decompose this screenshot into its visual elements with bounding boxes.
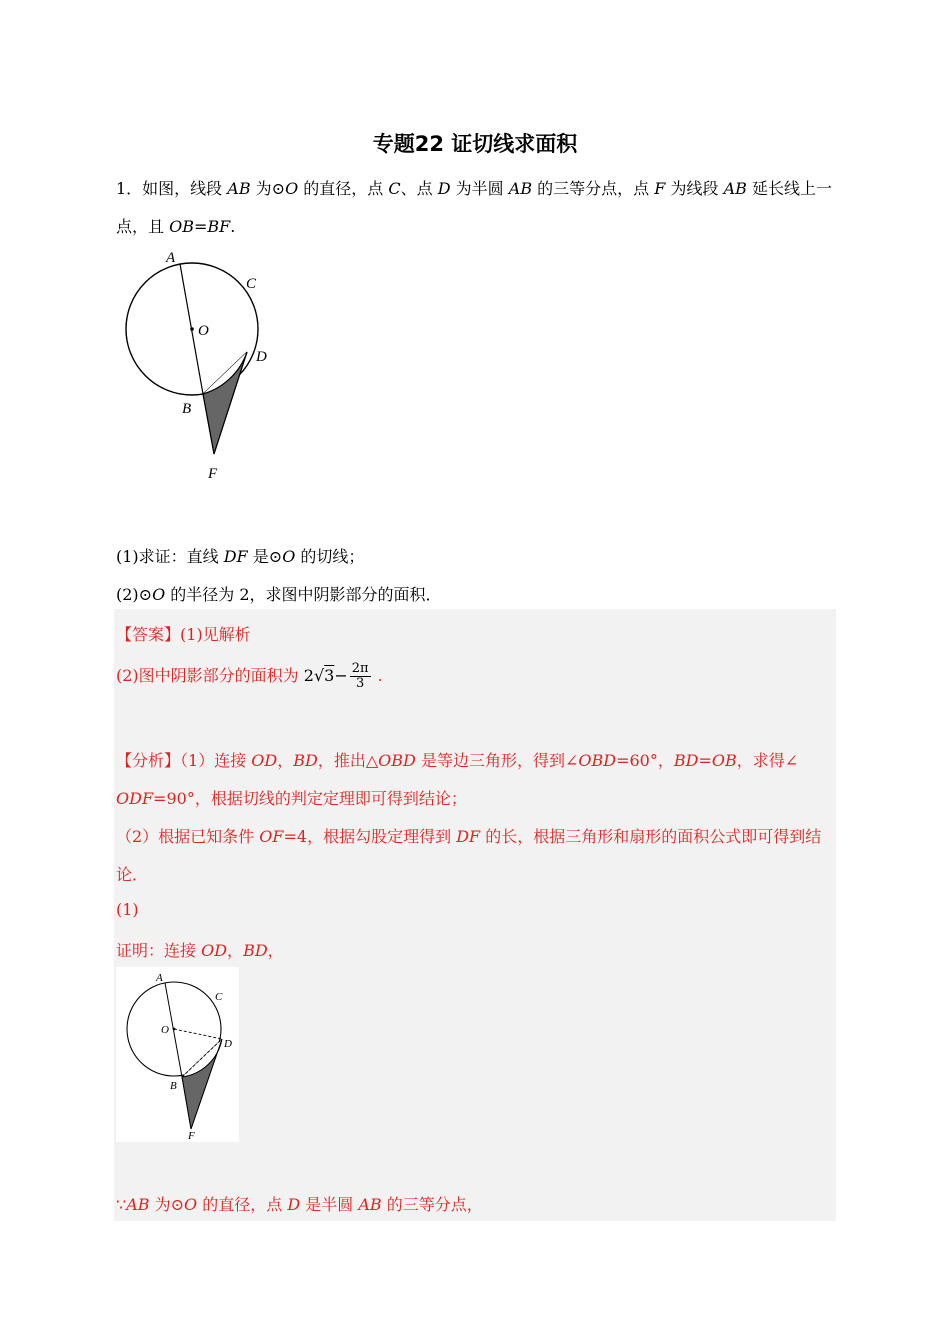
geometry-figure-2 [116, 967, 239, 1142]
question-1: (1)求证：直线 DF 是⊙O 的切线； [116, 547, 365, 566]
answer-tag: 【答案】 [116, 625, 181, 644]
proof-line-1: 证明：连接 OD，BD， [116, 941, 284, 960]
label-b: B [170, 1080, 177, 1092]
label-o: O [161, 1024, 169, 1036]
label-c: C [246, 276, 257, 292]
analysis-line-4: 论． [116, 865, 149, 884]
label-f: F [188, 1130, 195, 1142]
label-f: F [208, 466, 218, 482]
label-b: B [182, 401, 192, 417]
center-point [190, 327, 194, 331]
analysis-line-2: ODF=90°，根据切线的判定定理即可得到结论； [116, 789, 467, 808]
analysis-line-1: 【分析】（1）连接 OD，BD，推出△OBD 是等边三角形，得到∠OBD=60°，BD=OB，求得∠ [116, 751, 799, 770]
label-c: C [215, 991, 223, 1003]
answer-line-2: (2)图中阴影部分的面积为 2√3− $\frac{2\pi}{3}$ . [116, 661, 383, 691]
label-d: D [224, 1038, 232, 1050]
label-d: D [256, 349, 267, 365]
answer-line-1: 【答案】(1)见解析 [116, 625, 251, 644]
label-a: A [156, 972, 163, 984]
label-o: O [198, 323, 209, 339]
analysis-tag: 【分析】 [116, 751, 181, 770]
part-1-label: (1) [116, 900, 139, 919]
because-line: ∵AB 为⊙O 的直径，点 D 是半圆 AB 的三等分点， [116, 1195, 483, 1214]
analysis-line-3: （2）根据已知条件 OF=4，根据勾股定理得到 DF 的长，根据三角形和扇形的面积公式即可得到结 [116, 827, 822, 846]
dashed-od [174, 1029, 222, 1039]
question-2: (2)⊙O 的半径为 2，求图中阴影部分的面积． [116, 585, 442, 604]
answer-formula: 2√3− $\frac{2\pi}{3}$ [303, 661, 369, 691]
problem-line-1: 1．如图，线段 AB 为⊙O 的直径，点 C、点 D 为半圆 AB 的三等分点，点 F 为线段 AB 延长线上一 [116, 179, 832, 198]
label-a: A [166, 250, 176, 266]
page-title: 专题22 证切线求面积 [372, 132, 578, 156]
problem-line-2: 点，且 OB=BF. [116, 217, 236, 236]
geometry-figure-1 [110, 240, 290, 490]
figure-2-card [116, 967, 239, 1142]
shaded-region [203, 352, 247, 454]
